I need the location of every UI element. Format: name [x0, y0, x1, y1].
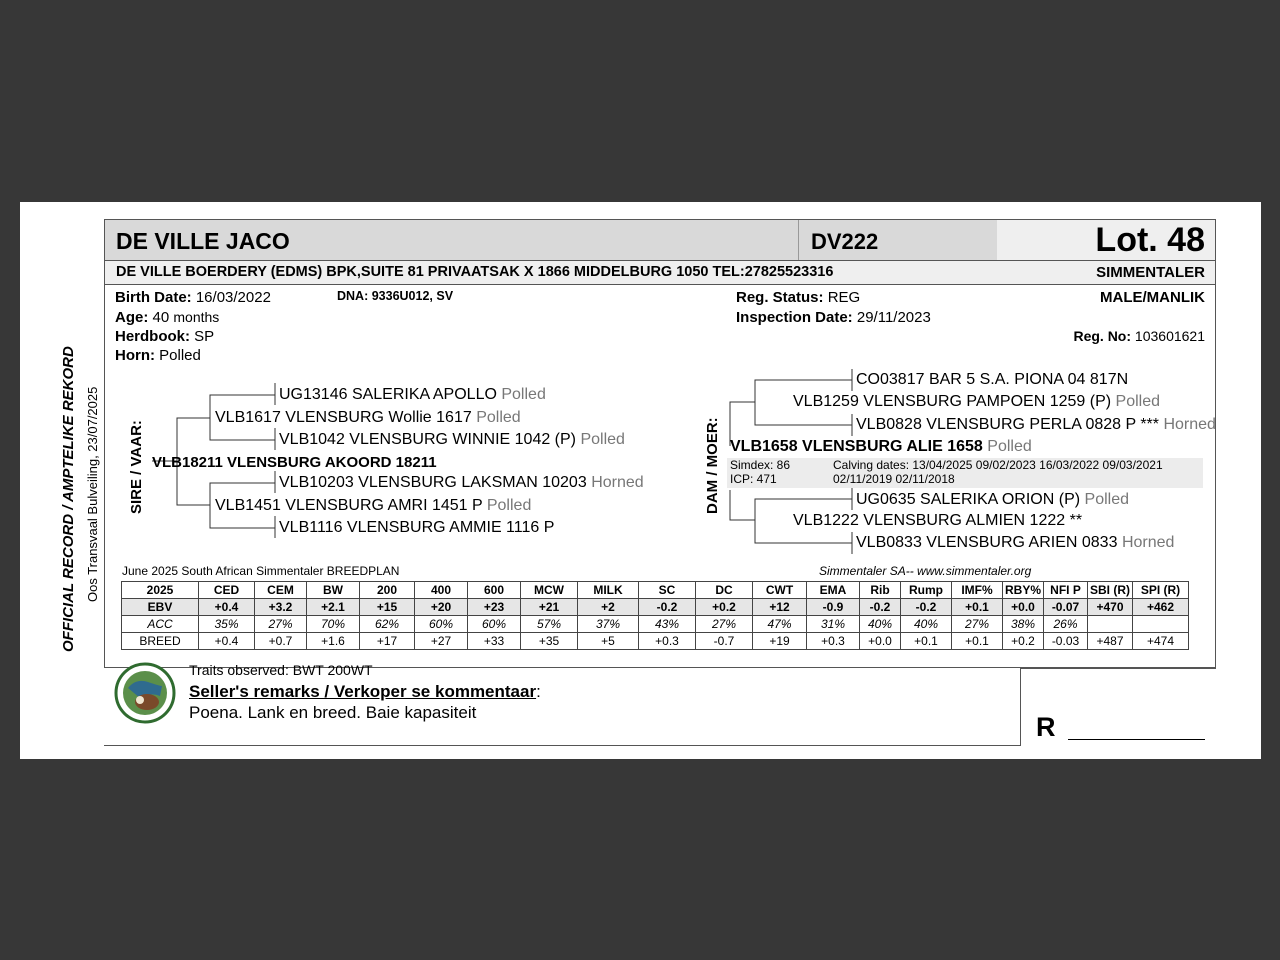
breed-label: SIMMENTALER	[1096, 264, 1205, 281]
dam-label: DAM / MOER:	[704, 417, 721, 514]
dam-sire-sire: CO03817 BAR 5 S.A. PIONA 04 817N	[856, 371, 1129, 388]
ebv-cell: +0.0	[860, 633, 901, 650]
ebv-header-cell: 200	[360, 582, 415, 599]
ebv-cell: +23	[468, 599, 521, 616]
dam-info-box	[727, 458, 1203, 488]
ebv-header-row	[122, 582, 1189, 599]
ebv-header-cell: Rib	[860, 582, 901, 599]
ebv-cell: 37%	[578, 616, 639, 633]
ebv-header-cell: DC	[696, 582, 753, 599]
ebv-cell: 43%	[639, 616, 696, 633]
animal-name: DE VILLE JACO	[116, 228, 290, 254]
ebv-row-ebvrow	[122, 599, 1189, 616]
lot-number: Lot. 48	[1095, 221, 1205, 259]
ebv-cell: +2	[578, 599, 639, 616]
birth-date: Birth Date: 16/03/2022	[115, 289, 271, 306]
dam-dam: VLB1222 VLENSBURG ALMIEN 1222 **	[793, 512, 1083, 529]
ebv-cell: +1.6	[307, 633, 360, 650]
sex-label: MALE/MANLIK	[1100, 289, 1205, 306]
ebv-cell: 57%	[521, 616, 578, 633]
ebv-cell: +12	[753, 599, 807, 616]
ebv-cell: 31%	[807, 616, 860, 633]
ebv-cell: +0.7	[255, 633, 307, 650]
simdex: Simdex: 86	[730, 458, 791, 472]
ebv-cell: +0.2	[696, 599, 753, 616]
dam-dam-sire: UG0635 SALERIKA ORION (P) Polled	[856, 491, 1130, 508]
ebv-cell: +0.4	[199, 599, 255, 616]
calving-dates-2: 02/11/2019 02/11/2018	[833, 472, 955, 486]
dam-sire: VLB1259 VLENSBURG PAMPOEN 1259 (P) Polled	[793, 393, 1160, 410]
ebv-cell: +33	[468, 633, 521, 650]
ebv-header-cell: CED	[199, 582, 255, 599]
sire-label: SIRE / VAAR:	[128, 420, 145, 514]
dna-info: DNA: 9336U012, SV	[337, 289, 454, 303]
price-field[interactable]	[1068, 739, 1205, 740]
ebv-header-cell: RBY%	[1003, 582, 1044, 599]
ebv-cell: 47%	[753, 616, 807, 633]
ebv-cell: +0.1	[952, 599, 1003, 616]
ebv-row-acc	[122, 616, 1189, 633]
ebv-cell: +0.0	[1003, 599, 1044, 616]
ebv-table	[121, 581, 1189, 650]
ebv-cell: 40%	[860, 616, 901, 633]
ebv-header-cell: MILK	[578, 582, 639, 599]
ebv-cell: +470	[1088, 599, 1133, 616]
ebv-header-cell: SPI (R)	[1133, 582, 1189, 599]
ebv-header-cell: SC	[639, 582, 696, 599]
ebv-cell: +0.3	[807, 633, 860, 650]
animal-id: DV222	[811, 229, 879, 254]
ebv-cell: -0.07	[1044, 599, 1088, 616]
ebv-header-cell: Rump	[901, 582, 952, 599]
ebv-cell: +474	[1133, 633, 1189, 650]
herdbook: Herdbook: SP	[115, 328, 215, 345]
ebv-header-cell: SBI (R)	[1088, 582, 1133, 599]
ebv-row-breed	[122, 633, 1189, 650]
ebv-cell: +20	[415, 599, 468, 616]
dam-name: VLB1658 VLENSBURG ALIE 1658 Polled	[730, 438, 1032, 455]
age: Age: 40 months	[115, 309, 220, 326]
ebv-cell: EBV	[122, 599, 199, 616]
calving-dates: Calving dates: 13/04/2025 09/02/2023 16/03/2022 09/03/2021	[833, 458, 1163, 472]
owner-info: DE VILLE BOERDERY (EDMS) BPK,SUITE 81 PRIVAATSAK X 1866 MIDDELBURG 1050 TEL:27825523316	[116, 264, 834, 280]
ebv-cell: 27%	[255, 616, 307, 633]
breedplan-source: Simmentaler SA-- www.simmentaler.org	[819, 564, 1032, 578]
ebv-cell: +15	[360, 599, 415, 616]
official-record-label: OFFICIAL RECORD / AMPTELIKE REKORD	[60, 346, 77, 652]
breedplan-title: June 2025 South African Simmentaler BREEDPLAN	[122, 564, 400, 578]
ebv-header-cell: CWT	[753, 582, 807, 599]
ebv-cell: 60%	[468, 616, 521, 633]
ebv-header-cell: EMA	[807, 582, 860, 599]
ebv-cell: +487	[1088, 633, 1133, 650]
ebv-cell: +5	[578, 633, 639, 650]
traits-observed: Traits observed: BWT 200WT	[189, 662, 373, 678]
ebv-cell: -0.2	[901, 599, 952, 616]
dam-sire-dam: VLB0828 VLENSBURG PERLA 0828 P *** Horned	[856, 416, 1216, 433]
ebv-header-cell: 600	[468, 582, 521, 599]
remarks-heading: Seller's remarks / Verkoper se kommentaar:	[189, 682, 541, 701]
ebv-cell: +462	[1133, 599, 1189, 616]
ebv-cell: -0.7	[696, 633, 753, 650]
ebv-cell: BREED	[122, 633, 199, 650]
ebv-cell: +17	[360, 633, 415, 650]
ebv-cell: -0.2	[639, 599, 696, 616]
ebv-cell: +3.2	[255, 599, 307, 616]
ebv-header-cell: 400	[415, 582, 468, 599]
horn-status: Horn: Polled	[115, 347, 201, 364]
ebv-header-cell: 2025	[122, 582, 199, 599]
ebv-cell: +0.1	[901, 633, 952, 650]
ebv-cell: 26%	[1044, 616, 1088, 633]
ebv-cell: +27	[415, 633, 468, 650]
ebv-cell: +2.1	[307, 599, 360, 616]
ebv-cell: 40%	[901, 616, 952, 633]
ebv-cell: 70%	[307, 616, 360, 633]
ebv-cell: 60%	[415, 616, 468, 633]
reg-number: Reg. No: 103601621	[1073, 328, 1205, 344]
ebv-cell: +0.2	[1003, 633, 1044, 650]
ebv-header-cell: BW	[307, 582, 360, 599]
ebv-cell: +21	[521, 599, 578, 616]
sire-sire-sire: UG13146 SALERIKA APOLLO Polled	[279, 386, 546, 403]
sale-label: Oos Transvaal Bulveiling, 23/07/2025	[85, 386, 100, 602]
ebv-header-cell: MCW	[521, 582, 578, 599]
price-label: R	[1036, 712, 1056, 742]
sire-dam-sire: VLB10203 VLENSBURG LAKSMAN 10203 Horned	[279, 474, 644, 491]
ebv-cell: 35%	[199, 616, 255, 633]
ebv-cell: +0.4	[199, 633, 255, 650]
society-logo-icon	[114, 662, 176, 724]
ebv-cell: 27%	[696, 616, 753, 633]
ebv-cell: ACC	[122, 616, 199, 633]
ebv-cell	[1088, 616, 1133, 633]
sire-sire: VLB1617 VLENSBURG Wollie 1617 Polled	[215, 409, 521, 426]
inspection-date: Inspection Date: 29/11/2023	[736, 309, 931, 326]
ebv-cell: +35	[521, 633, 578, 650]
ebv-cell: 27%	[952, 616, 1003, 633]
ebv-cell: +19	[753, 633, 807, 650]
reg-status: Reg. Status: REG	[736, 289, 861, 306]
ebv-cell: 38%	[1003, 616, 1044, 633]
ebv-cell: -0.03	[1044, 633, 1088, 650]
ebv-header-cell: CEM	[255, 582, 307, 599]
sire-dam: VLB1451 VLENSBURG AMRI 1451 P Polled	[215, 497, 532, 514]
icp: ICP: 471	[730, 472, 777, 486]
ebv-cell: -0.9	[807, 599, 860, 616]
ebv-header-cell: IMF%	[952, 582, 1003, 599]
ebv-cell: 62%	[360, 616, 415, 633]
ebv-cell	[1133, 616, 1189, 633]
dam-dam-dam: VLB0833 VLENSBURG ARIEN 0833 Horned	[856, 534, 1175, 551]
ebv-cell: +0.1	[952, 633, 1003, 650]
sire-name: VLB18211 VLENSBURG AKOORD 18211	[152, 454, 437, 471]
sire-sire-dam: VLB1042 VLENSBURG WINNIE 1042 (P) Polled	[279, 431, 625, 448]
ebv-header-cell: NFI P	[1044, 582, 1088, 599]
ebv-cell: +0.3	[639, 633, 696, 650]
ebv-cell: -0.2	[860, 599, 901, 616]
remarks-text: Poena. Lank en breed. Baie kapasiteit	[189, 703, 477, 722]
sire-dam-dam: VLB1116 VLENSBURG AMMIE 1116 P	[279, 519, 555, 536]
